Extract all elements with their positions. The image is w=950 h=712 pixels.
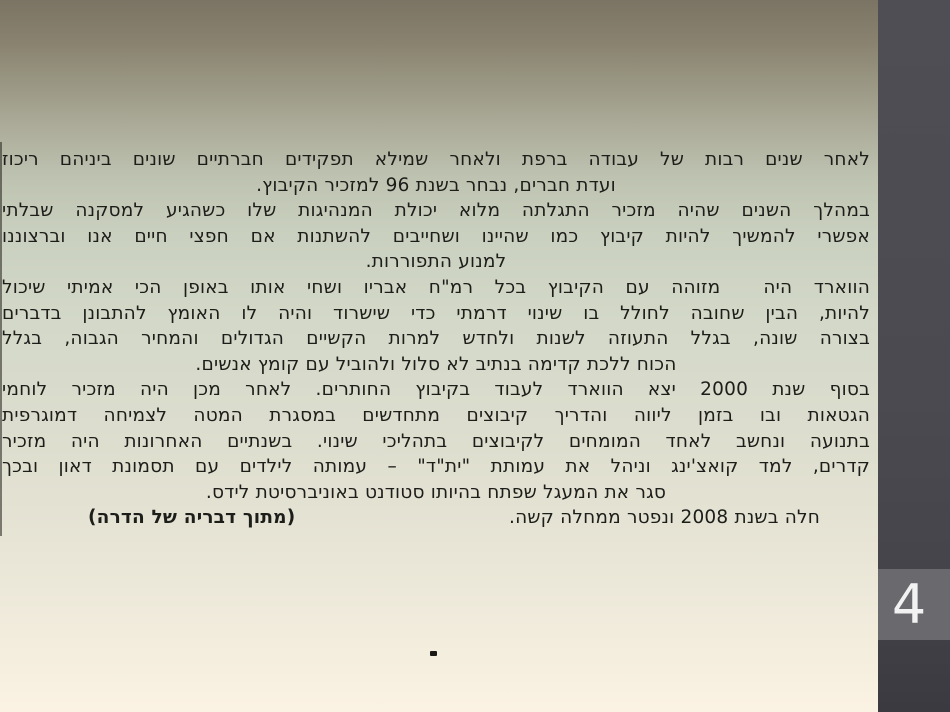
text-line-13: קדרים, למד קואצ'ינג וניהל את עמותת "ית"ד" – עמותה לילדים עם תסמונת דאון ובכך xyxy=(2,456,870,478)
text-line-15 xyxy=(2,505,870,531)
trailing-dot xyxy=(430,651,437,656)
text-line-4: אפשרי להמשיך להיות קיבוץ כמו שהיינו ושחייבים להשתנות אם חפצי חיים אנו וברצוננו xyxy=(2,225,870,247)
text-line-3: במהלך השנים שהיה מזכיר התגלתה מלוא יכולת המנהיגות שלו כשהגיע למסקנה שבלתי xyxy=(2,200,870,222)
text-line-9: הכוח ללכת קדימה בנתיב לא סלול ולהוביל עם קומץ אנשים. xyxy=(195,353,677,375)
text-line-2: ועדת חברים, נבחר בשנת 96 למזכיר הקיבוץ. xyxy=(256,174,616,196)
text-line-5: למנוע התפוררות. xyxy=(365,251,507,273)
slide-body-text xyxy=(2,147,870,531)
text-line-1: לאחר שנים רבות של עבודה ברפת ולאחר שמילא תפקידים חברתיים שונים ביניהם ריכוז xyxy=(2,149,870,170)
text-line-6: הווארד היה מזוהה עם הקיבוץ בכל רמ"ח אבריו ושחי אותו באופן הכי אמיתי שיכול xyxy=(2,276,870,298)
footer-citation: (מתוך דבריה של הדרה) xyxy=(88,507,296,529)
text-line-7: להיות, הבין שחובה לחולל בו שינוי דרמתי כדי שישרוד והיה לו האומץ להתבונן בדברים xyxy=(2,302,870,324)
footer-death-text: חלה בשנת 2008 ונפטר ממחלה קשה. xyxy=(508,507,820,529)
text-line-12: בתנועה ונחשב לאחד המומחים לקיבוצים בתהליכי שינוי. בשנתיים האחרונות היה מזכיר xyxy=(2,430,870,452)
slide-strip-sidebar xyxy=(878,0,950,712)
text-line-14: סגר את המעגל שפתח בהיותו סטודנט באוניברסיטת לידס. xyxy=(205,481,667,503)
slide-number-badge xyxy=(878,569,950,640)
slide-number: 4 xyxy=(891,572,927,636)
text-line-10: בסוף שנת 2000 יצא הווארד לעבוד בקיבוץ החותרים. לאחר מכן היה מזכיר לוחמי xyxy=(2,379,870,401)
text-line-8: בצורה שונה, בגלל התעוזה לשנות ולחדש למרות הקשיים הגדולים והמחיר הגבוה, בגלל xyxy=(2,328,870,350)
text-line-11: הגטאות ובו בזמן ליווה והדריך קיבוצים מתחדשים במסגרת המטה לצמיחה דמוגרפית xyxy=(2,404,870,426)
